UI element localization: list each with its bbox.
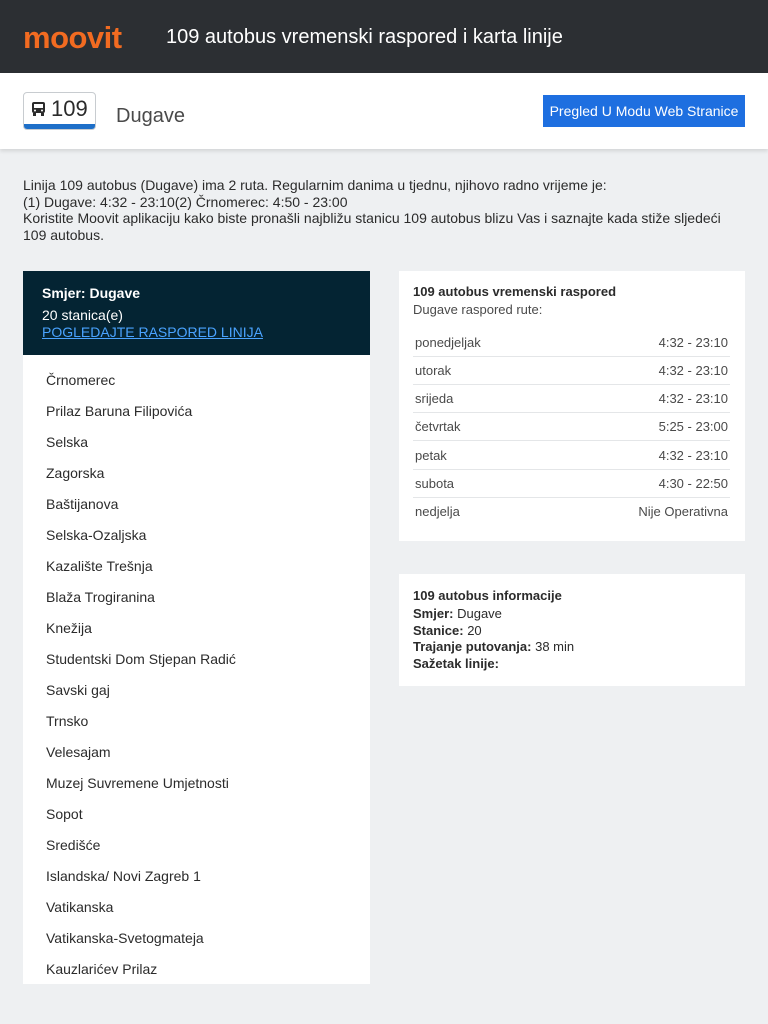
stop-item[interactable]: Islandska/ Novi Zagreb 1 xyxy=(46,868,201,884)
schedule-row xyxy=(413,442,730,470)
stop-item[interactable]: Knežija xyxy=(46,620,92,636)
stop-item[interactable]: Sopot xyxy=(46,806,83,822)
info-title: 109 autobus informacije xyxy=(413,588,562,603)
info-summary xyxy=(413,656,499,672)
intro-text xyxy=(23,177,738,243)
line-header xyxy=(0,73,768,149)
schedule-day: petak xyxy=(415,448,447,463)
schedule-subtitle: Dugave raspored rute: xyxy=(413,302,543,317)
intro-line-2: (1) Dugave: 4:32 - 23:10(2) Črnomerec: 4:50 - 23:00 xyxy=(23,193,348,210)
info-duration-label: Trajanje putovanja: xyxy=(413,639,532,654)
schedule-row xyxy=(413,385,730,413)
page-title: 109 autobus vremenski raspored i karta linije xyxy=(166,26,563,48)
schedule-row xyxy=(413,329,730,357)
schedule-day: utorak xyxy=(415,363,452,378)
web-mode-button[interactable]: Pregled U Modu Web Stranice xyxy=(543,95,745,127)
line-number: 109 xyxy=(51,96,88,121)
info-direction-value: Dugave xyxy=(457,606,502,621)
schedule-day: subota xyxy=(415,476,455,491)
stop-item[interactable]: Črnomerec xyxy=(46,372,116,388)
stop-item[interactable]: Savski gaj xyxy=(46,682,110,698)
intro-line-3: Koristite Moovit aplikaciju kako biste pronašli najbližu stanicu 109 autobus blizu Vas i saznajte kada stiže sljedeći 109 autobus. xyxy=(23,210,721,243)
line-destination: Dugave xyxy=(116,105,185,127)
stop-item[interactable]: Vatikanska xyxy=(46,899,114,915)
info-duration-value: 38 min xyxy=(535,639,575,654)
schedule-day: nedjelja xyxy=(415,504,460,519)
direction-header xyxy=(23,271,370,355)
intro-line-1: Linija 109 autobus (Dugave) ima 2 ruta. Regularnim danima u tjednu, njihovo radno vrijeme je: xyxy=(23,177,607,193)
info-stops-value: 20 xyxy=(467,623,482,638)
stop-item[interactable]: Zagorska xyxy=(46,465,105,481)
direction-card xyxy=(23,271,370,984)
top-bar xyxy=(0,0,768,73)
schedule-time: 4:32 - 23:10 xyxy=(658,448,728,463)
stop-count: 20 stanica(e) xyxy=(42,307,123,323)
schedule-day: srijeda xyxy=(415,391,454,406)
info-summary-label: Sažetak linije: xyxy=(413,656,499,671)
line-color-stripe xyxy=(24,124,95,129)
schedule-title: 109 autobus vremenski raspored xyxy=(413,284,617,299)
stop-item[interactable]: Prilaz Baruna Filipovića xyxy=(46,403,193,419)
info-stops xyxy=(413,623,482,639)
stop-item[interactable]: Selska xyxy=(46,434,89,450)
schedule-row xyxy=(413,498,730,526)
bus-icon xyxy=(31,101,46,117)
stop-item[interactable]: Kauzlarićev Prilaz xyxy=(46,961,158,977)
stop-item[interactable]: Baštijanova xyxy=(46,496,119,512)
direction-title: Smjer: Dugave xyxy=(42,285,141,301)
line-badge xyxy=(23,92,96,130)
schedule-card xyxy=(399,271,745,541)
schedule-row xyxy=(413,413,730,441)
schedule-row xyxy=(413,357,730,385)
stop-item[interactable]: Vatikanska-Svetogmateja xyxy=(46,930,204,946)
stop-item[interactable]: Velesajam xyxy=(46,744,111,760)
schedule-time: 4:30 - 22:50 xyxy=(658,476,728,491)
stop-item[interactable]: Studentski Dom Stjepan Radić xyxy=(46,651,236,667)
info-direction xyxy=(413,606,502,622)
schedule-row xyxy=(413,470,730,498)
stop-item[interactable]: Blaža Trogiranina xyxy=(46,589,155,605)
schedule-time: Nije Operativna xyxy=(638,504,728,519)
view-schedule-link[interactable]: POGLEDAJTE RASPORED LINIJA xyxy=(42,324,263,340)
info-stops-label: Stanice: xyxy=(413,623,464,638)
schedule-time: 4:32 - 23:10 xyxy=(658,391,728,406)
schedule-day: četvrtak xyxy=(415,419,461,434)
stop-item[interactable]: Kazalište Trešnja xyxy=(46,558,153,574)
info-direction-label: Smjer: xyxy=(413,606,454,621)
schedule-time: 5:25 - 23:00 xyxy=(658,419,728,434)
stop-item[interactable]: Muzej Suvremene Umjetnosti xyxy=(46,775,229,791)
stop-item[interactable]: Središće xyxy=(46,837,101,853)
schedule-day: ponedjeljak xyxy=(415,335,481,350)
stop-item[interactable]: Selska-Ozaljska xyxy=(46,527,147,543)
moovit-logo[interactable]: moovit xyxy=(23,20,122,55)
stop-item[interactable]: Trnsko xyxy=(46,713,89,729)
info-duration xyxy=(413,639,574,655)
schedule-time: 4:32 - 23:10 xyxy=(658,363,728,378)
info-card xyxy=(399,574,745,686)
schedule-time: 4:32 - 23:10 xyxy=(658,335,728,350)
